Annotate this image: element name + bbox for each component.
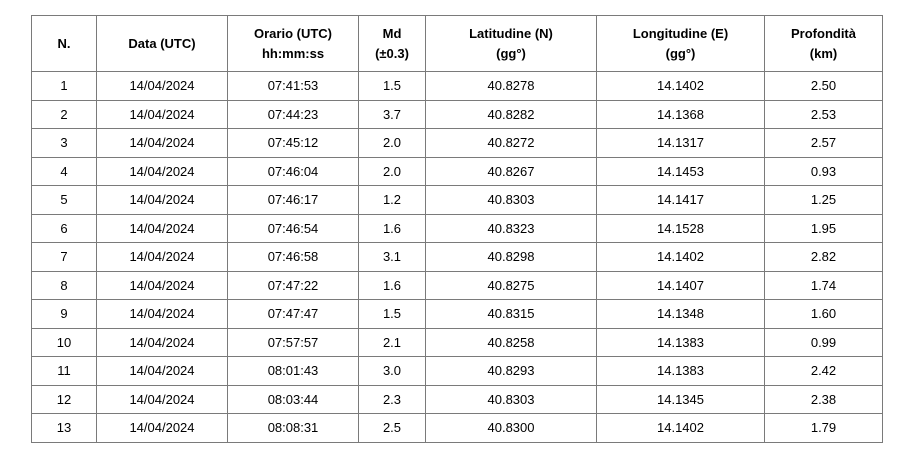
cell-date: 14/04/2024 [97, 300, 228, 329]
cell-number: 9 [32, 300, 97, 329]
cell-magnitude: 2.0 [359, 129, 426, 158]
cell-number: 1 [32, 72, 97, 101]
cell-longitude: 14.1402 [597, 72, 765, 101]
cell-latitude: 40.8293 [426, 357, 597, 386]
table-row [32, 414, 883, 443]
header-longitude-label: Longitudine (E) [632, 25, 729, 41]
header-time-label: Orario (UTC) [254, 25, 332, 41]
header-depth-label: Profondità [791, 25, 856, 41]
table-row [32, 243, 883, 272]
cell-number: 8 [32, 271, 97, 300]
table-row [32, 357, 883, 386]
cell-latitude: 40.8258 [426, 328, 597, 357]
cell-date: 14/04/2024 [97, 157, 228, 186]
header-depth [765, 16, 883, 72]
cell-depth: 1.79 [765, 414, 883, 443]
cell-latitude: 40.8275 [426, 271, 597, 300]
cell-depth: 0.99 [765, 328, 883, 357]
cell-latitude: 40.8272 [426, 129, 597, 158]
cell-time: 07:46:17 [228, 186, 359, 215]
cell-time: 07:44:23 [228, 100, 359, 129]
cell-date: 14/04/2024 [97, 214, 228, 243]
cell-time: 08:08:31 [228, 414, 359, 443]
cell-time: 08:03:44 [228, 385, 359, 414]
cell-longitude: 14.1383 [597, 357, 765, 386]
cell-depth: 1.95 [765, 214, 883, 243]
cell-longitude: 14.1528 [597, 214, 765, 243]
cell-depth: 2.42 [765, 357, 883, 386]
header-time-unit: hh:mm:ss [261, 45, 325, 61]
table-row [32, 271, 883, 300]
cell-magnitude: 1.5 [359, 72, 426, 101]
cell-date: 14/04/2024 [97, 328, 228, 357]
cell-number: 6 [32, 214, 97, 243]
earthquake-table [31, 15, 883, 443]
cell-number: 13 [32, 414, 97, 443]
cell-number: 7 [32, 243, 97, 272]
cell-depth: 2.82 [765, 243, 883, 272]
table-row [32, 72, 883, 101]
cell-latitude: 40.8303 [426, 186, 597, 215]
cell-magnitude: 1.6 [359, 214, 426, 243]
table-row [32, 300, 883, 329]
cell-time: 07:46:54 [228, 214, 359, 243]
header-row [32, 16, 883, 72]
cell-longitude: 14.1453 [597, 157, 765, 186]
cell-depth: 2.57 [765, 129, 883, 158]
cell-longitude: 14.1402 [597, 243, 765, 272]
cell-time: 07:47:47 [228, 300, 359, 329]
cell-number: 10 [32, 328, 97, 357]
cell-time: 08:01:43 [228, 357, 359, 386]
cell-magnitude: 1.2 [359, 186, 426, 215]
cell-latitude: 40.8298 [426, 243, 597, 272]
cell-number: 12 [32, 385, 97, 414]
cell-longitude: 14.1417 [597, 186, 765, 215]
cell-date: 14/04/2024 [97, 129, 228, 158]
cell-depth: 2.53 [765, 100, 883, 129]
cell-date: 14/04/2024 [97, 243, 228, 272]
cell-depth: 1.60 [765, 300, 883, 329]
cell-number: 11 [32, 357, 97, 386]
cell-magnitude: 1.5 [359, 300, 426, 329]
table-row [32, 328, 883, 357]
header-longitude-unit: (gg°) [665, 45, 696, 61]
header-magnitude-unit: (±0.3) [375, 45, 409, 61]
header-time [228, 16, 359, 72]
cell-depth: 2.38 [765, 385, 883, 414]
cell-latitude: 40.8323 [426, 214, 597, 243]
cell-magnitude: 2.1 [359, 328, 426, 357]
cell-longitude: 14.1345 [597, 385, 765, 414]
table-row [32, 100, 883, 129]
header-magnitude-label: Md [382, 25, 402, 41]
cell-number: 4 [32, 157, 97, 186]
cell-longitude: 14.1317 [597, 129, 765, 158]
header-latitude-label: Latitudine (N) [469, 25, 553, 41]
cell-date: 14/04/2024 [97, 357, 228, 386]
cell-latitude: 40.8267 [426, 157, 597, 186]
cell-time: 07:45:12 [228, 129, 359, 158]
cell-date: 14/04/2024 [97, 271, 228, 300]
cell-magnitude: 2.0 [359, 157, 426, 186]
cell-latitude: 40.8303 [426, 385, 597, 414]
cell-latitude: 40.8315 [426, 300, 597, 329]
cell-magnitude: 2.3 [359, 385, 426, 414]
cell-longitude: 14.1407 [597, 271, 765, 300]
cell-date: 14/04/2024 [97, 414, 228, 443]
table-row [32, 214, 883, 243]
cell-longitude: 14.1348 [597, 300, 765, 329]
cell-longitude: 14.1368 [597, 100, 765, 129]
cell-date: 14/04/2024 [97, 385, 228, 414]
header-latitude-unit: (gg°) [496, 45, 526, 61]
cell-longitude: 14.1402 [597, 414, 765, 443]
cell-date: 14/04/2024 [97, 186, 228, 215]
header-number-label: N. [57, 35, 71, 51]
cell-time: 07:41:53 [228, 72, 359, 101]
cell-magnitude: 3.0 [359, 357, 426, 386]
table-row [32, 157, 883, 186]
cell-time: 07:57:57 [228, 328, 359, 357]
header-number [32, 16, 97, 72]
cell-number: 5 [32, 186, 97, 215]
cell-depth: 1.74 [765, 271, 883, 300]
cell-number: 2 [32, 100, 97, 129]
cell-latitude: 40.8282 [426, 100, 597, 129]
cell-date: 14/04/2024 [97, 100, 228, 129]
cell-magnitude: 3.7 [359, 100, 426, 129]
cell-time: 07:46:58 [228, 243, 359, 272]
cell-longitude: 14.1383 [597, 328, 765, 357]
table-row [32, 385, 883, 414]
cell-depth: 1.25 [765, 186, 883, 215]
header-latitude [426, 16, 597, 72]
cell-date: 14/04/2024 [97, 72, 228, 101]
cell-latitude: 40.8300 [426, 414, 597, 443]
header-date [97, 16, 228, 72]
cell-depth: 0.93 [765, 157, 883, 186]
header-longitude [597, 16, 765, 72]
header-depth-unit: (km) [809, 45, 838, 61]
cell-magnitude: 3.1 [359, 243, 426, 272]
cell-depth: 2.50 [765, 72, 883, 101]
header-magnitude [359, 16, 426, 72]
cell-magnitude: 2.5 [359, 414, 426, 443]
cell-time: 07:47:22 [228, 271, 359, 300]
cell-magnitude: 1.6 [359, 271, 426, 300]
header-date-label: Data (UTC) [128, 35, 196, 51]
table-row [32, 129, 883, 158]
table-body [32, 72, 883, 443]
cell-time: 07:46:04 [228, 157, 359, 186]
table-row [32, 186, 883, 215]
cell-latitude: 40.8278 [426, 72, 597, 101]
cell-number: 3 [32, 129, 97, 158]
